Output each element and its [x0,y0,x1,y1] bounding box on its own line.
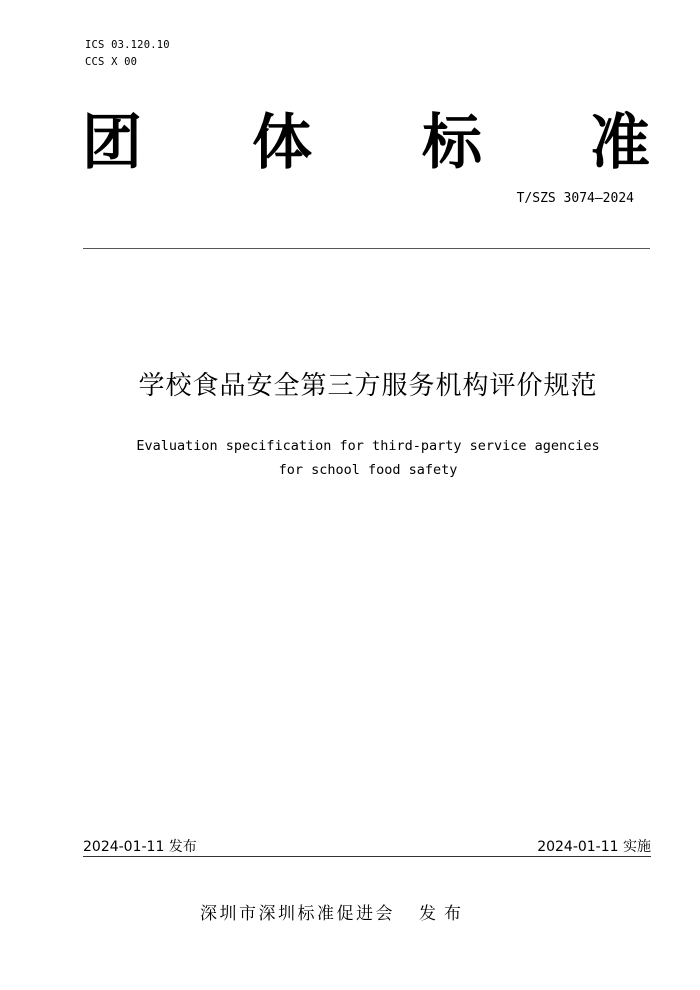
ics-code: ICS 03.120.10 [85,39,170,51]
category-char-2: 体 [252,108,312,178]
classification-codes [85,37,170,71]
ccs-code: CCS X 00 [85,56,138,68]
publish-date: 2024-01-11 发布 [83,839,197,855]
chinese-title: 学校食品安全第三方服务机构评价规范 [138,371,598,401]
category-char-3: 标 [422,108,482,178]
bottom-divider [83,856,651,857]
category-char-4: 准 [590,108,650,178]
publisher-organization: 深圳市深圳标准促进会 [200,904,395,924]
english-title-line-1: Evaluation specification for third-party service agencies [136,438,600,454]
english-title-line-2: for school food safety [278,462,458,478]
standard-number: T/SZS 3074—2024 [516,191,634,206]
top-divider [83,248,650,249]
standard-category-heading [82,108,652,178]
publisher-action: 发布 [419,904,469,924]
publisher-line [200,902,469,926]
english-title [0,434,700,482]
category-char-1: 团 [82,108,142,178]
implementation-date: 2024-01-11 实施 [537,839,651,855]
